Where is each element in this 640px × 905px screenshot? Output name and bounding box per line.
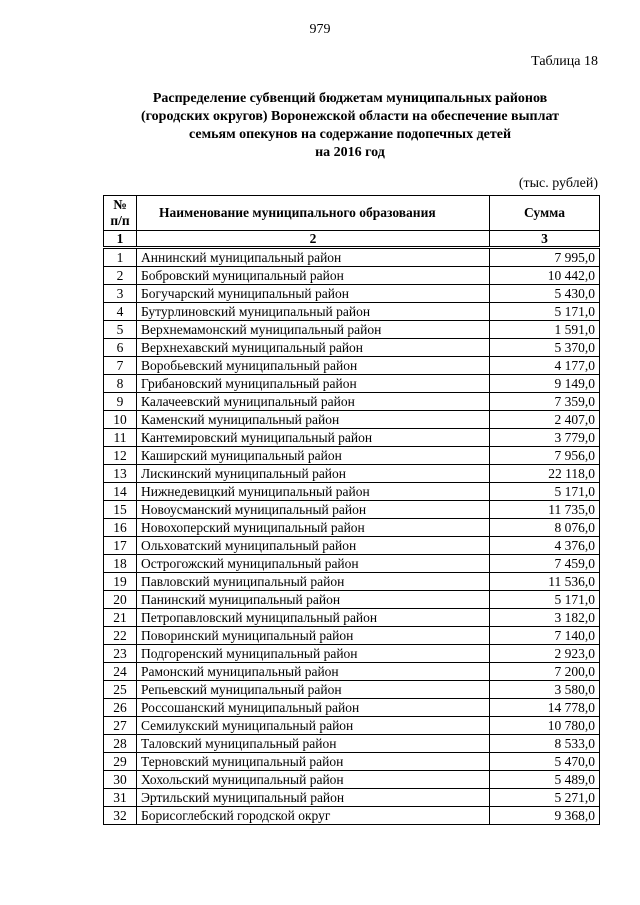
row-number: 26: [104, 699, 137, 717]
row-number: 2: [104, 267, 137, 285]
row-number: 28: [104, 735, 137, 753]
row-number: 32: [104, 807, 137, 825]
row-name: Ольховатский муниципальный район: [137, 537, 490, 555]
table-row: [104, 735, 600, 753]
row-number: 20: [104, 591, 137, 609]
row-sum: 5 171,0: [490, 591, 600, 609]
table-row: [104, 681, 600, 699]
table-row: [104, 501, 600, 519]
row-name: Павловский муниципальный район: [137, 573, 490, 591]
table-row: [104, 285, 600, 303]
row-sum: 5 489,0: [490, 771, 600, 789]
row-name: Новоусманский муниципальный район: [137, 501, 490, 519]
row-sum: 22 118,0: [490, 465, 600, 483]
row-sum: 7 956,0: [490, 447, 600, 465]
table-row: [104, 519, 600, 537]
table-row: [104, 411, 600, 429]
row-number: 17: [104, 537, 137, 555]
row-number: 7: [104, 357, 137, 375]
table-row: [104, 753, 600, 771]
table-row: [104, 717, 600, 735]
column-number: 2: [137, 231, 490, 248]
column-number: 1: [104, 231, 137, 248]
row-sum: 5 470,0: [490, 753, 600, 771]
row-number: 19: [104, 573, 137, 591]
row-name: Кантемировский муниципальный район: [137, 429, 490, 447]
row-number: 11: [104, 429, 137, 447]
row-number: 10: [104, 411, 137, 429]
row-number: 24: [104, 663, 137, 681]
row-number: 29: [104, 753, 137, 771]
table-row: [104, 699, 600, 717]
row-name: Аннинский муниципальный район: [137, 248, 490, 267]
row-number: 13: [104, 465, 137, 483]
table-row: [104, 303, 600, 321]
row-name: Бобровский муниципальный район: [137, 267, 490, 285]
table-header-row: [104, 196, 600, 231]
row-name: Новохоперский муниципальный район: [137, 519, 490, 537]
title-line: семьям опекунов на содержание подопечных детей: [188, 127, 512, 142]
table-row: [104, 573, 600, 591]
row-name: Богучарский муниципальный район: [137, 285, 490, 303]
row-number: 8: [104, 375, 137, 393]
header-number: [104, 196, 137, 231]
row-sum: 9 149,0: [490, 375, 600, 393]
row-number: 14: [104, 483, 137, 501]
row-name: Бутурлиновский муниципальный район: [137, 303, 490, 321]
row-number: 9: [104, 393, 137, 411]
row-number: 30: [104, 771, 137, 789]
subvention-table: [103, 195, 600, 825]
table-row: [104, 771, 600, 789]
row-number: 5: [104, 321, 137, 339]
row-number: 31: [104, 789, 137, 807]
row-sum: 11 735,0: [490, 501, 600, 519]
row-name: Верхнемамонский муниципальный район: [137, 321, 490, 339]
row-number: 15: [104, 501, 137, 519]
header-sum: Сумма: [490, 196, 600, 231]
table-row: [104, 627, 600, 645]
table-row: [104, 465, 600, 483]
table-row: [104, 321, 600, 339]
row-sum: 7 459,0: [490, 555, 600, 573]
row-sum: 3 779,0: [490, 429, 600, 447]
table-row: [104, 555, 600, 573]
row-sum: 2 407,0: [490, 411, 600, 429]
row-sum: 7 140,0: [490, 627, 600, 645]
row-sum: 8 533,0: [490, 735, 600, 753]
row-name: Нижнедевицкий муниципальный район: [137, 483, 490, 501]
row-name: Грибановский муниципальный район: [137, 375, 490, 393]
row-name: Панинский муниципальный район: [137, 591, 490, 609]
row-number: 6: [104, 339, 137, 357]
row-name: Петропавловский муниципальный район: [137, 609, 490, 627]
column-number-row: [104, 231, 600, 248]
row-name: Терновский муниципальный район: [137, 753, 490, 771]
table-row: [104, 609, 600, 627]
title-line: на 2016 год: [315, 145, 385, 160]
page-number: 979: [309, 22, 331, 37]
row-number: 12: [104, 447, 137, 465]
document-title: [100, 90, 600, 162]
table-row: [104, 357, 600, 375]
title-line: Распределение субвенций бюджетам муниципальных районов: [152, 91, 548, 106]
units-label: (тыс. рублей): [518, 176, 598, 191]
row-name: Борисоглебский городской округ: [137, 807, 490, 825]
row-sum: 10 442,0: [490, 267, 600, 285]
row-sum: 1 591,0: [490, 321, 600, 339]
row-sum: 5 171,0: [490, 483, 600, 501]
row-number: 4: [104, 303, 137, 321]
row-name: Воробьевский муниципальный район: [137, 357, 490, 375]
row-number: 21: [104, 609, 137, 627]
table-row: [104, 645, 600, 663]
row-name: Хохольский муниципальный район: [137, 771, 490, 789]
row-number: 16: [104, 519, 137, 537]
row-sum: 11 536,0: [490, 573, 600, 591]
table-row: [104, 591, 600, 609]
table-row: [104, 663, 600, 681]
row-sum: 5 370,0: [490, 339, 600, 357]
row-sum: 5 171,0: [490, 303, 600, 321]
row-sum: 5 271,0: [490, 789, 600, 807]
row-number: 22: [104, 627, 137, 645]
table-row: [104, 789, 600, 807]
row-name: Таловский муниципальный район: [137, 735, 490, 753]
row-name: Верхнехавский муниципальный район: [137, 339, 490, 357]
row-number: 1: [104, 248, 137, 267]
row-sum: 4 376,0: [490, 537, 600, 555]
table-row: [104, 339, 600, 357]
row-sum: 7 200,0: [490, 663, 600, 681]
table-row: [104, 393, 600, 411]
row-name: Репьевский муниципальный район: [137, 681, 490, 699]
column-number: 3: [490, 231, 600, 248]
row-sum: 7 995,0: [490, 248, 600, 267]
table-body: [104, 248, 600, 825]
row-sum: 3 580,0: [490, 681, 600, 699]
row-name: Подгоренский муниципальный район: [137, 645, 490, 663]
row-number: 23: [104, 645, 137, 663]
row-name: Россошанский муниципальный район: [137, 699, 490, 717]
row-sum: 14 778,0: [490, 699, 600, 717]
row-sum: 8 076,0: [490, 519, 600, 537]
row-number: 25: [104, 681, 137, 699]
row-number: 18: [104, 555, 137, 573]
row-name: Поворинский муниципальный район: [137, 627, 490, 645]
row-name: Семилукский муниципальный район: [137, 717, 490, 735]
row-sum: 3 182,0: [490, 609, 600, 627]
row-sum: 2 923,0: [490, 645, 600, 663]
row-sum: 10 780,0: [490, 717, 600, 735]
table-row: [104, 248, 600, 267]
table-row: [104, 483, 600, 501]
table-row: [104, 429, 600, 447]
table-row: [104, 375, 600, 393]
row-sum: 5 430,0: [490, 285, 600, 303]
table-row: [104, 267, 600, 285]
table-row: [104, 537, 600, 555]
row-sum: 9 368,0: [490, 807, 600, 825]
row-sum: 7 359,0: [490, 393, 600, 411]
row-name: Рамонский муниципальный район: [137, 663, 490, 681]
row-number: 27: [104, 717, 137, 735]
table-row: [104, 807, 600, 825]
row-name: Эртильский муниципальный район: [137, 789, 490, 807]
title-line: (городских округов) Воронежской области на обеспечение выплат: [141, 109, 559, 124]
header-number-text: № п/п: [110, 197, 130, 228]
table-label: Таблица 18: [531, 54, 598, 69]
row-name: Лискинский муниципальный район: [137, 465, 490, 483]
row-name: Каширский муниципальный район: [137, 447, 490, 465]
row-name: Острогожский муниципальный район: [137, 555, 490, 573]
row-name: Каменский муниципальный район: [137, 411, 490, 429]
row-name: Калачеевский муниципальный район: [137, 393, 490, 411]
header-name: Наименование муниципального образования: [137, 196, 490, 231]
row-number: 3: [104, 285, 137, 303]
row-sum: 4 177,0: [490, 357, 600, 375]
table-row: [104, 447, 600, 465]
